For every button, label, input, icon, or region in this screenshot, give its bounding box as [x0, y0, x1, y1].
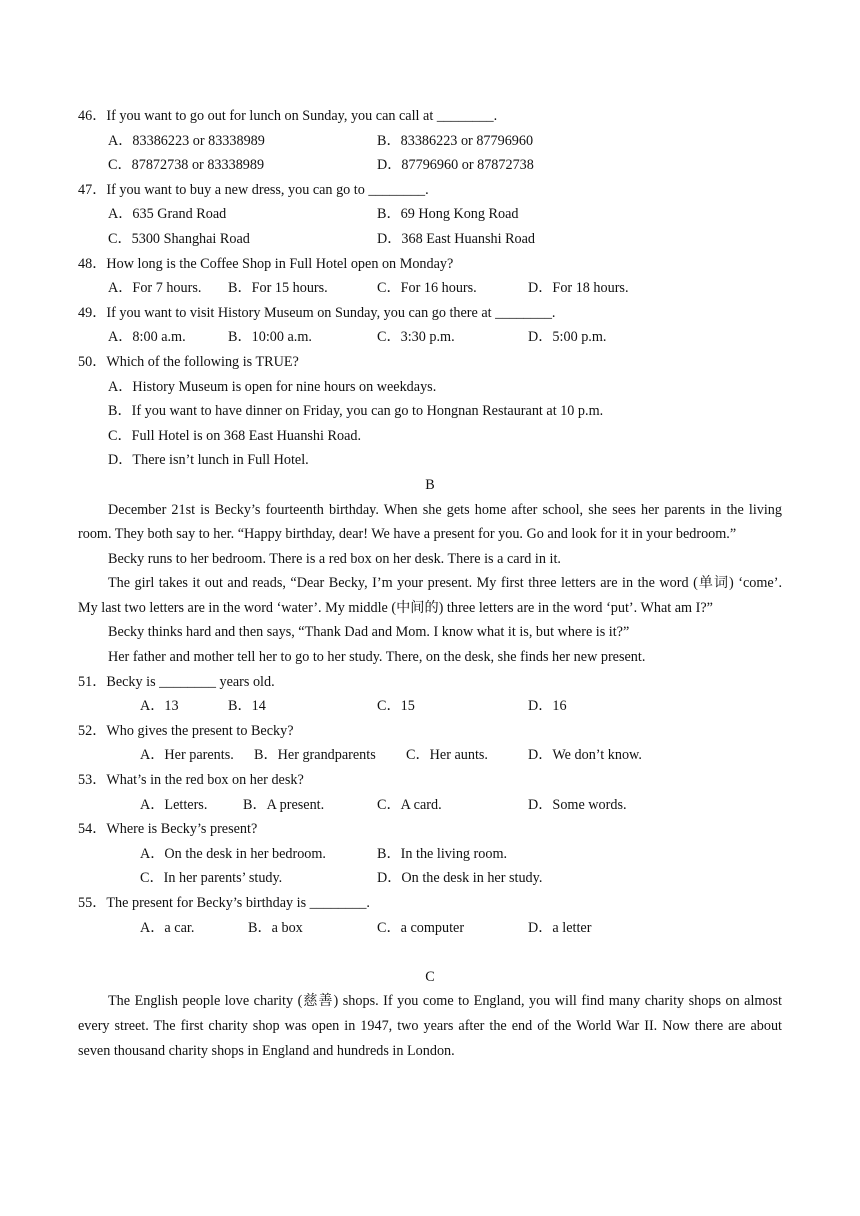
q50-option-c-row	[0, 424, 860, 449]
q54-option-a: A．On the desk in her bedroom.	[140, 845, 326, 862]
question-47: 47．If you want to buy a new dress, you can go to ________.	[78, 181, 429, 198]
q52-option-a: A．Her parents.	[140, 747, 234, 764]
q52-options	[0, 743, 860, 768]
q47-option-d: D．368 East Huanshi Road	[377, 230, 536, 247]
q47-options-row1	[0, 202, 860, 227]
q49-option-c: C．3:30 p.m.	[377, 329, 455, 346]
q48-option-a: A．For 7 hours.	[108, 280, 202, 297]
q52-option-d: D．We don’t know.	[528, 747, 642, 764]
passage-b-paragraph-2-text: Becky runs to her bedroom. There is a red box on her desk. There is a card in it.	[108, 550, 561, 567]
q46-options-row1	[0, 129, 860, 154]
question-51: 51．Becky is ________ years old.	[78, 673, 275, 690]
q49-options	[0, 325, 860, 350]
q52-option-b: B．Her grandparents	[254, 747, 376, 764]
q54-option-d: D．On the desk in her study.	[377, 870, 543, 887]
q46-option-c: C．87872738 or 83338989	[108, 157, 265, 174]
q50-option-a: A．History Museum is open for nine hours on weekdays.	[108, 378, 437, 395]
q54-options-row1	[0, 842, 860, 867]
q50-option-b-row	[0, 399, 860, 424]
q47-option-a: A．635 Grand Road	[108, 206, 227, 223]
q49-option-a: A．8:00 a.m.	[108, 329, 186, 346]
q47-options-row2	[0, 227, 860, 252]
q50-option-d: D．There isn’t lunch in Full Hotel.	[108, 452, 309, 469]
question-49: 49．If you want to visit History Museum on Sunday, you can go there at ________.	[78, 304, 556, 321]
passage-c-paragraph-1-text: The English people love charity (慈善) shops. If you come to England, you will find many charity shops on almost every street. The first charity shop was open in 1947, two years after the end of the World War II. Now there are about seven thousand charity shops in England and hundreds in London.	[78, 993, 782, 1059]
q51-option-c: C．15	[377, 698, 415, 715]
q51-option-a: A．13	[140, 698, 179, 715]
passage-b-paragraph-5-text: Her father and mother tell her to go to her study. There, on the desk, she finds her new present.	[108, 649, 646, 666]
q51-option-d: D．16	[528, 698, 567, 715]
q55-option-b: B．a box	[248, 919, 303, 936]
q53-options	[0, 793, 860, 818]
q49-option-d: D．5:00 p.m.	[528, 329, 607, 346]
passage-b-paragraph-2	[0, 547, 860, 572]
q53-option-c: C．A card.	[377, 796, 442, 813]
passage-b-paragraph-4-text: Becky thinks hard and then says, “Thank Dad and Mom. I know what it is, but where is it?”	[108, 624, 630, 641]
passage-b-paragraph-3	[0, 571, 860, 620]
question-54: 54．Where is Becky’s present?	[78, 821, 258, 838]
q53-option-d: D．Some words.	[528, 796, 627, 813]
passage-b-paragraph-4	[0, 620, 860, 645]
q46-option-b: B．83386223 or 87796960	[377, 132, 534, 149]
q50-option-c: C．Full Hotel is on 368 East Huanshi Road.	[108, 427, 362, 444]
q48-option-b: B．For 15 hours.	[228, 280, 328, 297]
question-48: 48．How long is the Coffee Shop in Full Hotel open on Monday?	[78, 255, 454, 272]
q50-option-b: B．If you want to have dinner on Friday, you can go to Hongnan Restaurant at 10 p.m.	[108, 403, 604, 420]
q46-option-a: A．83386223 or 83338989	[108, 132, 265, 149]
q55-option-c: C．a computer	[377, 919, 465, 936]
q54-options-row2	[0, 866, 860, 891]
passage-b-paragraph-1-text: December 21st is Becky’s fourteenth birthday. When she gets home after school, she sees her parents in the living room. They both say to her. “Happy birthday, dear! We have a present for you. Go and look for it in your bedroom.”	[78, 501, 782, 543]
q48-option-c: C．For 16 hours.	[377, 280, 477, 297]
q47-option-c: C．5300 Shanghai Road	[108, 230, 250, 247]
q54-option-c: C．In her parents’ study.	[140, 870, 283, 887]
q46-options-row2	[0, 153, 860, 178]
section-b-heading: B	[425, 476, 435, 493]
q53-option-b: B．A present.	[243, 796, 325, 813]
passage-b-paragraph-1	[0, 498, 860, 547]
passage-c-paragraph-1	[0, 989, 860, 1063]
q48-option-d: D．For 18 hours.	[528, 280, 629, 297]
q47-option-b: B．69 Hong Kong Road	[377, 206, 519, 223]
q54-option-b: B．In the living room.	[377, 845, 508, 862]
q52-option-c: C．Her aunts.	[406, 747, 488, 764]
question-46: 46．If you want to go out for lunch on Sunday, you can call at ________.	[78, 108, 498, 124]
q55-option-a: A．a car.	[140, 919, 195, 936]
question-55: 55．The present for Becky’s birthday is ________.	[78, 895, 370, 911]
q49-option-b: B．10:00 a.m.	[228, 329, 312, 346]
spacer	[0, 940, 860, 965]
q51-option-b: B．14	[228, 698, 266, 715]
q53-option-a: A．Letters.	[140, 796, 208, 813]
passage-b-paragraph-5	[0, 645, 860, 670]
q46-option-d: D．87796960 or 87872738	[377, 157, 534, 174]
question-50: 50．Which of the following is TRUE?	[78, 353, 299, 370]
q48-options	[0, 276, 860, 301]
question-52: 52．Who gives the present to Becky?	[78, 722, 294, 739]
question-53: 53．What’s in the red box on her desk?	[78, 772, 304, 789]
q50-option-d-row	[0, 448, 860, 473]
section-c-heading: C	[425, 968, 435, 985]
q51-options	[0, 694, 860, 719]
exam-page	[0, 104, 860, 1063]
q50-option-a-row	[0, 375, 860, 400]
passage-b-paragraph-3-text: The girl takes it out and reads, “Dear Becky, I’m your present. My first three letters are in the word (单词) ‘come’. My last two letters are in the word ‘water’. My middle (中间的) three letters are in the word ‘put’. What am I?”	[78, 575, 782, 616]
q55-option-d: D．a letter	[528, 919, 592, 936]
q55-options	[0, 916, 860, 941]
